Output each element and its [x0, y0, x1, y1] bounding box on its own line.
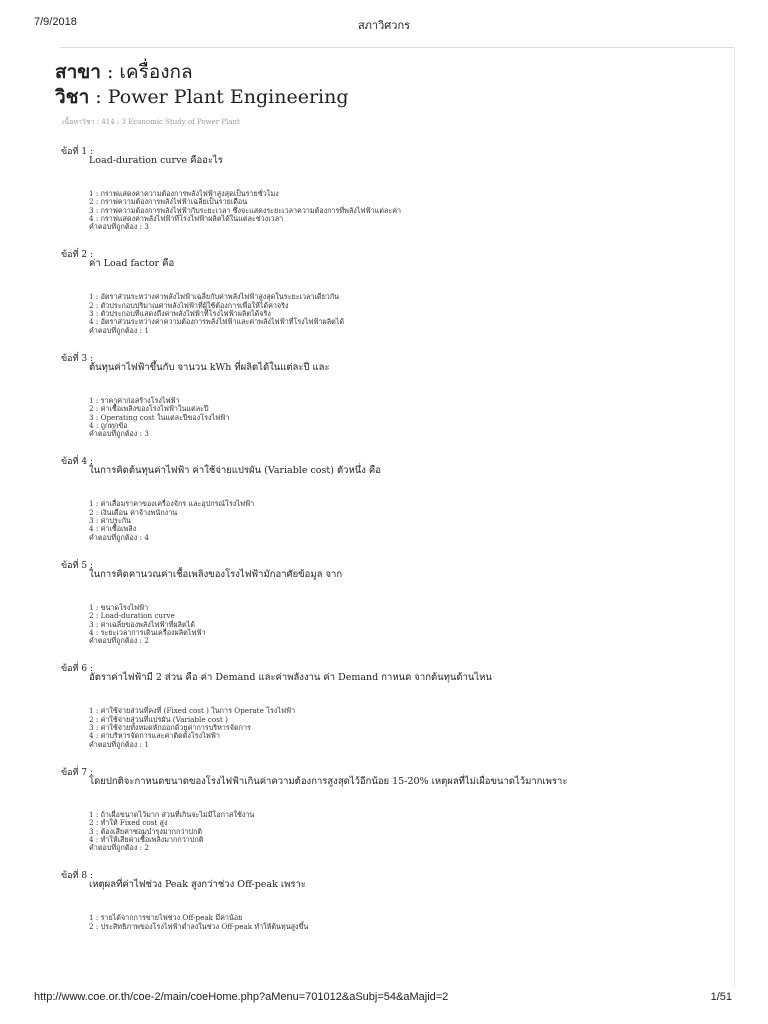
option-item: 3 : ต้องเสียค่าซ่อมบำรุงมากกว่าปกติ — [89, 826, 202, 836]
option-item: 1 : รายได้จากการขายไฟช่วง Off-peak มีค่าน้อย — [89, 913, 243, 923]
option-list — [89, 707, 725, 748]
option-item: 1 : กราฟแสดงค่าความต้องการพลังไฟฟ้าสูงสุดเป็นรายชั่วโมง — [89, 189, 279, 198]
correct-answer: คำตอบที่ถูกต้อง : 2 — [89, 843, 149, 853]
question-block — [55, 247, 725, 334]
question-text: โดยปกติจะกาหนดขนาดของโรงไฟฟ้าเกินค่าความต้องการสูงสุดไว้อีกน้อย 15-20% เหตุผลที่ไม่เผื่อขนาดไว้มากเพราะ — [89, 775, 568, 787]
correct-answer: คำตอบที่ถูกต้อง : 1 — [89, 325, 149, 335]
option-item: 3 : ตัวประกอบที่แสดงถึงค่าพลังไฟฟ้าที่โรงไฟฟ้าผลิตได้จริง — [89, 309, 271, 319]
option-item: 3 : ค่าประกัน — [89, 516, 131, 526]
question-text: ในการคิดคานวณค่าเชื้อเพลิงของโรงไฟฟ้ามักอาศัยข้อมูล จาก — [89, 568, 343, 580]
question-number: ข้อที่ 7 : — [61, 767, 93, 778]
question-block — [55, 144, 725, 231]
option-item: 4 : ระยะเวลาการเดินเครื่องผลิตไฟฟ้า — [89, 627, 206, 637]
question-block — [55, 868, 725, 931]
option-item: 1 : ค่าใช้จ่ายส่วนที่คงที่ (Fixed cost ) ในการ Operate โรงไฟฟ้า — [89, 706, 296, 716]
print-site-title: สภาวิศวกร — [357, 20, 411, 32]
subject-value: : Power Plant Engineering — [89, 86, 349, 108]
question-text: ในการคิดต้นทุนค่าไฟฟ้า ค่าใช้จ่ายแปรผัน (Variable cost) ตัวหนึ่ง คือ — [89, 465, 381, 477]
option-item: 1 : ค่าเสื่อมราคาของเครื่องจักร และอุปกรณ์โรงไฟฟ้า — [89, 499, 255, 509]
option-item: 4 : กราฟแสดงค่าพลังไฟฟ้าที่โรงไฟฟ้าผลิตได้ในแต่ละช่วงเวลา — [89, 213, 284, 223]
correct-answer: คำตอบที่ถูกต้อง : 2 — [89, 636, 149, 646]
option-item: 4 : ค่าเชื้อเพลิง — [89, 524, 137, 534]
topic-line: เนื้อหาวิชา : 414 : 3 Economic Study of Power Plant — [62, 118, 240, 126]
option-list — [89, 500, 725, 541]
divider-top — [60, 47, 734, 48]
option-item: 3 : กราฟความต้องการพลังไฟฟ้ากับระยะเวลา ซึ่งจะแสดงระยะเวลาความต้องการที่พลังไฟฟ้าแต่ละค่า — [89, 205, 402, 215]
question-block — [55, 454, 725, 541]
option-item: 2 : ค่าเชื้อเพลิงของโรงไฟฟ้าในแต่ละปี — [89, 404, 209, 414]
correct-answer: คำตอบที่ถูกต้อง : 1 — [89, 739, 149, 749]
divider-right — [734, 47, 735, 987]
print-url: http://www.coe.or.th/coe-2/main/coeHome.php?aMenu=701012&aSubj=54&aMajid=2 — [34, 991, 449, 1003]
option-list — [89, 811, 725, 852]
branch-value: : เครื่องกล — [100, 61, 193, 83]
option-item: 1 : ขนาดโรงไฟฟ้า — [89, 602, 149, 612]
print-date: 7/9/2018 — [34, 16, 77, 28]
question-number: ข้อที่ 1 : — [61, 147, 93, 157]
correct-answer: คำตอบที่ถูกต้อง : 4 — [89, 532, 149, 542]
branch-heading — [55, 60, 725, 84]
option-item: 2 : ทำให้ Fixed cost สูง — [89, 818, 168, 828]
option-list — [89, 397, 725, 438]
correct-answer: คำตอบที่ถูกต้อง : 3 — [89, 222, 149, 232]
question-text: ค่า Load factor คือ — [89, 258, 175, 270]
question-number: ข้อที่ 4 : — [61, 457, 93, 468]
option-list — [89, 914, 725, 931]
question-block — [55, 558, 725, 645]
option-item: 2 : ค่าใช้จ่ายส่วนที่แปรผัน (Variable cost ) — [89, 714, 228, 724]
option-list — [89, 604, 725, 645]
page-content — [55, 60, 725, 931]
option-item: 3 : ค่าใช้จ่ายทั้งหมดหักออกด้วยค่าการบริหารจัดการ — [89, 723, 251, 733]
page-number: 1/51 — [710, 991, 732, 1003]
correct-answer: คำตอบที่ถูกต้อง : 3 — [89, 429, 149, 439]
option-item: 1 : อัตราส่วนระหว่างค่าพลังไฟฟ้าเฉลี่ยกับค่าพลังไฟฟ้าสูงสุดในระยะเวลาเดียวกัน — [89, 292, 340, 302]
question-text: Load-duration curve คืออะไร — [89, 155, 223, 166]
question-number: ข้อที่ 5 : — [61, 560, 93, 571]
question-number: ข้อที่ 2 : — [61, 250, 93, 261]
question-number: ข้อที่ 8 : — [61, 871, 93, 882]
option-item: 1 : ถ้าเผื่อขนาดไว้มาก ส่วนที่เกินจะไม่มีโอกาสใช้งาน — [89, 809, 255, 819]
branch-label: สาขา — [55, 61, 101, 83]
question-block — [55, 351, 725, 438]
question-list — [55, 144, 725, 931]
option-item: 4 : ทำให้เสียค่าเชื้อเพลิงมากกว่าปกติ — [89, 834, 204, 844]
subject-label: วิชา — [55, 86, 90, 108]
option-item: 2 : Load-duration curve — [89, 611, 175, 621]
question-text: ต้นทุนค่าไฟฟ้าขึ้นกับ จานวน kWh ที่ผลิตได้ในแต่ละปี และ — [89, 361, 330, 373]
question-block — [55, 765, 725, 852]
option-item: 4 : อัตราส่วนระหว่างค่าความต้องการพลังไฟฟ้าและค่าพลังไฟฟ้าที่โรงไฟฟ้าผลิตได้ — [89, 317, 345, 327]
option-item: 2 : เงินเดือน ค่าจ้างพนักงาน — [89, 507, 178, 517]
option-item: 2 : ประสิทธิภาพของโรงไฟฟ้าต่ำลงในช่วง Off-peak ทำให้ต้นทุนสูงขึ้น — [89, 921, 309, 931]
option-item: 4 : ถูกทุกข้อ — [89, 420, 128, 430]
question-text: อัตราค่าไฟฟ้ามี 2 ส่วน คือ ค่า Demand และค่าพลังงาน ค่า Demand กาหนด จากต้นทุนด้านไหน — [89, 672, 492, 684]
question-number: ข้อที่ 3 : — [61, 353, 93, 364]
option-item: 3 : Operating cost ในแต่ละปีของโรงไฟฟ้า — [89, 412, 230, 422]
question-block — [55, 661, 725, 748]
option-list — [89, 190, 725, 231]
option-item: 4 : ค่าบริหารจัดการและค่าติดตั้งโรงไฟฟ้า — [89, 731, 220, 741]
question-text: เหตุผลที่ค่าไฟช่วง Peak สูงกว่าช่วง Off-peak เพราะ — [89, 879, 306, 891]
option-item: 3 : ค่าเฉลี่ยของพลังไฟฟ้าที่ผลิตได้ — [89, 619, 195, 629]
option-item: 1 : ราคาค่าก่อสร้างโรงไฟฟ้า — [89, 395, 180, 405]
option-item: 2 : กราฟความต้องการพลังไฟฟ้าเฉลี่ยเป็นรายเดือน — [89, 197, 248, 207]
option-list — [89, 293, 725, 334]
question-number: ข้อที่ 6 : — [61, 664, 93, 675]
subject-heading — [55, 85, 725, 109]
option-item: 2 : ตัวประกอบปริมาณค่าพลังไฟฟ้าที่ผู้ใช้ต้องการเพื่อให้ได้ค่าจริง — [89, 300, 289, 310]
